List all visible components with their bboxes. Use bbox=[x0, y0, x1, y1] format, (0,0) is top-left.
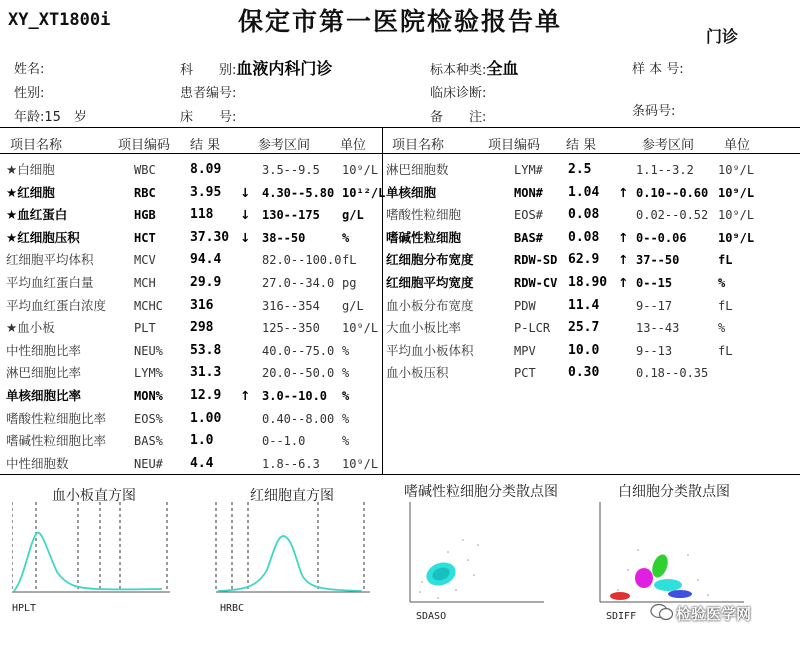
test-name: ★血小板 bbox=[6, 320, 55, 336]
abnormal-flag: ↑ bbox=[618, 275, 629, 290]
test-result: 1.04 bbox=[568, 184, 600, 200]
test-code: RDW-SD bbox=[514, 253, 558, 268]
test-unit: % bbox=[342, 389, 350, 403]
table-top-rule bbox=[0, 127, 800, 128]
col-ref-right: 参考区间 bbox=[642, 138, 695, 153]
test-code: LYM# bbox=[514, 163, 543, 177]
test-unit: 10⁹/L bbox=[342, 163, 379, 177]
outpatient-label: 门诊 bbox=[706, 27, 739, 46]
test-code: EOS# bbox=[514, 208, 543, 223]
col-code-left: 项目编码 bbox=[118, 138, 171, 153]
test-name: 红细胞平均体积 bbox=[6, 252, 94, 268]
reference-range: 0--0.06 bbox=[636, 230, 687, 245]
test-name: 单核细胞比率 bbox=[6, 388, 82, 403]
test-name: 嗜酸性粒细胞 bbox=[386, 207, 462, 223]
test-code: PDW bbox=[514, 298, 536, 313]
dept-field bbox=[180, 56, 332, 79]
wechat-icon bbox=[650, 602, 674, 622]
table-row bbox=[6, 340, 376, 362]
reference-range: 9--17 bbox=[636, 298, 673, 313]
test-unit: % bbox=[342, 411, 350, 426]
col-result-right: 结 果 bbox=[566, 138, 597, 153]
abnormal-flag: ↑ bbox=[618, 184, 629, 200]
table-row bbox=[6, 159, 379, 181]
rbc-histogram-title: 红细胞直方图 bbox=[250, 488, 334, 504]
test-unit: 10⁹/L bbox=[718, 163, 755, 177]
test-result: 94.4 bbox=[190, 252, 222, 268]
test-unit: fL bbox=[718, 343, 733, 358]
reference-range: 0--1.0 bbox=[262, 434, 306, 449]
test-result: 0.08 bbox=[568, 229, 600, 245]
table-row bbox=[386, 317, 756, 339]
diagnosis-label: 临床诊断: bbox=[430, 86, 487, 101]
sample-no-label: 样 本 号: bbox=[632, 62, 684, 77]
test-result: 37.30 bbox=[190, 229, 230, 245]
test-unit: 10⁹/L bbox=[718, 208, 755, 223]
test-code: PLT bbox=[134, 321, 156, 336]
table-row bbox=[6, 272, 376, 294]
baso-scatter-plot bbox=[408, 500, 548, 610]
test-code: MCHC bbox=[134, 298, 163, 313]
test-name: ★血红蛋白 bbox=[6, 207, 68, 223]
reference-range: 0.02--0.52 bbox=[636, 208, 709, 223]
test-unit: pg bbox=[342, 276, 357, 290]
reference-range: 9--13 bbox=[636, 343, 673, 358]
abnormal-flag: ↑ bbox=[240, 388, 251, 403]
reference-range: 3.0--10.0 bbox=[262, 389, 328, 403]
col-code-right: 项目编码 bbox=[488, 138, 541, 153]
test-result: 2.5 bbox=[568, 162, 592, 177]
test-name: 平均血红蛋白量 bbox=[6, 275, 94, 290]
test-result: 29.9 bbox=[190, 275, 222, 290]
test-code: RDW-CV bbox=[514, 276, 558, 290]
test-code: RBC bbox=[134, 185, 156, 200]
age-label: 年龄:15 岁 bbox=[14, 110, 87, 125]
rbc-histogram-label: HRBC bbox=[220, 603, 245, 614]
remark-label: 备 注: bbox=[430, 110, 487, 125]
table-row bbox=[386, 362, 756, 384]
table-row bbox=[386, 272, 756, 294]
test-name: 单核细胞 bbox=[386, 184, 437, 200]
test-name: 嗜碱性粒细胞 bbox=[386, 229, 462, 245]
test-unit: fL bbox=[718, 298, 733, 313]
col-unit-right: 单位 bbox=[724, 138, 751, 153]
test-name: 嗜碱性粒细胞比率 bbox=[6, 433, 107, 449]
table-row bbox=[6, 295, 376, 317]
test-code: MCH bbox=[134, 276, 156, 290]
test-name: 血小板分布宽度 bbox=[386, 297, 474, 313]
col-unit-left: 单位 bbox=[340, 138, 367, 153]
test-result: 11.4 bbox=[568, 297, 600, 313]
report-title: 保定市第一医院检验报告单 bbox=[237, 7, 562, 36]
test-name: 红细胞分布宽度 bbox=[386, 252, 474, 268]
plt-histogram-title: 血小板直方图 bbox=[52, 488, 136, 504]
test-name: 红细胞平均宽度 bbox=[386, 275, 474, 290]
reference-range: 0.18--0.35 bbox=[636, 366, 709, 381]
test-unit: % bbox=[718, 276, 726, 290]
test-unit: 10⁹/L bbox=[342, 456, 379, 471]
table-row bbox=[6, 430, 376, 452]
test-unit: fL bbox=[342, 253, 357, 268]
reference-range: 1.1--3.2 bbox=[636, 163, 694, 177]
dept-value: 血液内科门诊 bbox=[236, 59, 333, 78]
test-name: 中性细胞比率 bbox=[6, 342, 82, 358]
plt-histogram bbox=[12, 500, 172, 600]
test-name: 平均血小板体积 bbox=[386, 342, 474, 358]
test-code: BAS% bbox=[134, 434, 163, 449]
test-unit: % bbox=[342, 366, 350, 381]
test-result: 118 bbox=[190, 207, 214, 223]
barcode-label: 条码号: bbox=[632, 104, 676, 119]
test-code: MON% bbox=[134, 389, 163, 403]
abnormal-flag: ↓ bbox=[240, 207, 251, 223]
reference-range: 38--50 bbox=[262, 230, 306, 245]
table-row bbox=[6, 249, 376, 271]
test-result: 18.90 bbox=[568, 275, 608, 290]
test-name: ★红细胞 bbox=[6, 184, 55, 200]
table-row bbox=[6, 385, 376, 407]
sample-type-value: 全血 bbox=[486, 59, 519, 78]
diff-scatter-plot bbox=[598, 500, 748, 610]
reference-range: 316--354 bbox=[262, 298, 320, 313]
test-unit: 10⁹/L bbox=[718, 230, 755, 245]
test-name: 中性细胞数 bbox=[6, 455, 69, 471]
bed-label: 床 号: bbox=[180, 110, 237, 125]
patient-no-label: 患者编号: bbox=[180, 86, 237, 101]
test-result: 8.09 bbox=[190, 162, 222, 177]
test-name: 血小板压积 bbox=[386, 365, 449, 381]
test-code: HCT bbox=[134, 230, 156, 245]
col-name-right: 项目名称 bbox=[392, 138, 445, 153]
test-result: 298 bbox=[190, 320, 214, 336]
test-code: MCV bbox=[134, 253, 156, 268]
test-name: 淋巴细胞数 bbox=[386, 162, 449, 177]
test-code: MPV bbox=[514, 343, 536, 358]
table-row bbox=[6, 453, 379, 475]
test-unit: % bbox=[342, 434, 350, 449]
instrument-model: XY_XT1800i bbox=[8, 10, 111, 30]
reference-range: 1.8--6.3 bbox=[262, 456, 320, 471]
sex-label: 性别: bbox=[14, 86, 45, 101]
test-name: 大血小板比率 bbox=[386, 320, 462, 336]
table-center-rule bbox=[382, 127, 383, 474]
test-unit: % bbox=[342, 343, 350, 358]
col-result-left: 结 果 bbox=[190, 138, 221, 153]
dept-label: 科 别: bbox=[180, 63, 237, 78]
table-row bbox=[6, 317, 379, 339]
test-result: 12.9 bbox=[190, 388, 222, 403]
name-label: 姓名: bbox=[14, 62, 45, 77]
table-row bbox=[6, 182, 386, 204]
rbc-histogram bbox=[212, 500, 372, 600]
table-row bbox=[6, 204, 376, 226]
reference-range: 0--15 bbox=[636, 276, 673, 290]
test-code: BAS# bbox=[514, 230, 543, 245]
test-result: 0.08 bbox=[568, 207, 600, 223]
reference-range: 20.0--50.0 bbox=[262, 366, 335, 381]
col-ref-left: 参考区间 bbox=[258, 138, 311, 153]
plt-histogram-label: HPLT bbox=[12, 603, 37, 614]
table-row bbox=[6, 408, 376, 430]
reference-range: 0.40--8.00 bbox=[262, 411, 335, 426]
reference-range: 13--43 bbox=[636, 321, 680, 336]
reference-range: 125--350 bbox=[262, 321, 320, 336]
test-result: 1.0 bbox=[190, 433, 214, 449]
abnormal-flag: ↓ bbox=[240, 184, 251, 200]
table-row bbox=[386, 182, 756, 204]
test-result: 0.30 bbox=[568, 365, 600, 381]
test-unit: g/L bbox=[342, 208, 364, 223]
test-code: PCT bbox=[514, 366, 536, 381]
col-name-left: 项目名称 bbox=[10, 138, 63, 153]
abnormal-flag: ↓ bbox=[240, 229, 251, 245]
table-row bbox=[386, 249, 756, 271]
table-row bbox=[386, 204, 756, 226]
test-code: LYM% bbox=[134, 366, 163, 381]
test-unit: 10⁹/L bbox=[342, 321, 379, 336]
test-unit: % bbox=[718, 321, 726, 336]
test-result: 62.9 bbox=[568, 252, 600, 268]
reference-range: 82.0--100.0 bbox=[262, 253, 342, 268]
reference-range: 3.5--9.5 bbox=[262, 163, 320, 177]
test-code: NEU% bbox=[134, 343, 163, 358]
table-row bbox=[6, 362, 376, 384]
test-code: HGB bbox=[134, 208, 156, 223]
test-code: MON# bbox=[514, 185, 543, 200]
test-unit: 10⁹/L bbox=[718, 185, 755, 200]
test-unit: 10¹²/L bbox=[342, 185, 386, 200]
table-row bbox=[386, 295, 756, 317]
test-result: 25.7 bbox=[568, 320, 600, 336]
test-name: 平均血红蛋白浓度 bbox=[6, 297, 107, 313]
test-unit: % bbox=[342, 230, 350, 245]
test-code: NEU# bbox=[134, 456, 163, 471]
table-header-rule bbox=[0, 153, 800, 154]
baso-scatter-label: SDASO bbox=[416, 611, 447, 622]
abnormal-flag: ↑ bbox=[618, 252, 629, 268]
test-result: 53.8 bbox=[190, 342, 222, 358]
test-code: P-LCR bbox=[514, 321, 551, 336]
test-name: 嗜酸性粒细胞比率 bbox=[6, 410, 107, 426]
test-unit: fL bbox=[718, 253, 733, 268]
test-code: EOS% bbox=[134, 411, 163, 426]
diff-scatter-title: 白细胞分类散点图 bbox=[618, 484, 730, 500]
test-name: ★白细胞 bbox=[6, 162, 55, 177]
diff-scatter-label: SDIFF bbox=[606, 611, 637, 622]
reference-range: 37--50 bbox=[636, 253, 680, 268]
test-result: 1.00 bbox=[190, 410, 222, 426]
sample-type-label: 标本种类: bbox=[430, 63, 487, 78]
abnormal-flag: ↑ bbox=[618, 229, 629, 245]
reference-range: 0.10--0.60 bbox=[636, 185, 709, 200]
table-row bbox=[386, 340, 756, 362]
test-unit: g/L bbox=[342, 298, 364, 313]
sample-type-field bbox=[430, 56, 518, 79]
baso-scatter-title: 嗜碱性粒细胞分类散点图 bbox=[404, 484, 558, 500]
reference-range: 27.0--34.0 bbox=[262, 276, 335, 290]
table-row bbox=[386, 227, 756, 249]
test-name: 淋巴细胞比率 bbox=[6, 365, 82, 381]
test-result: 10.0 bbox=[568, 342, 600, 358]
table-row bbox=[6, 227, 376, 249]
test-result: 31.3 bbox=[190, 365, 222, 381]
watermark-text: 检验医学网 bbox=[676, 605, 752, 623]
reference-range: 40.0--75.0 bbox=[262, 343, 335, 358]
table-row bbox=[386, 159, 756, 181]
test-result: 3.95 bbox=[190, 184, 222, 200]
test-name: ★红细胞压积 bbox=[6, 229, 80, 245]
test-code: WBC bbox=[134, 163, 156, 177]
test-result: 316 bbox=[190, 297, 214, 313]
reference-range: 4.30--5.80 bbox=[262, 185, 335, 200]
test-result: 4.4 bbox=[190, 455, 214, 471]
reference-range: 130--175 bbox=[262, 208, 320, 223]
